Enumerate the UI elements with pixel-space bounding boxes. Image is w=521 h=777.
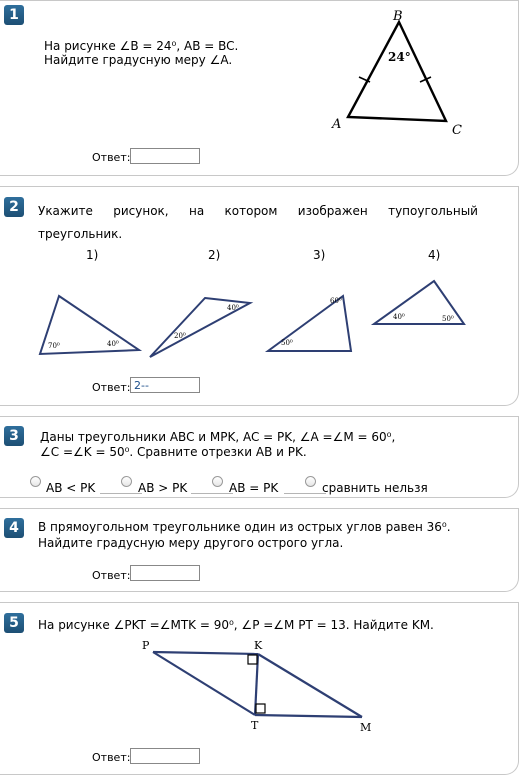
answer-input[interactable]: 2--	[130, 377, 200, 393]
divider	[100, 493, 142, 494]
answer-label: Ответ:	[92, 751, 131, 764]
answer-input[interactable]	[130, 148, 200, 164]
vertex-label-a: A	[332, 117, 342, 132]
radio-label-2: AB > PK	[138, 481, 188, 495]
radio-option-4[interactable]	[305, 476, 316, 487]
question-text: На рисунке ∠B = 24⁰, AB = BC.	[44, 39, 239, 53]
svg-text:50⁰: 50⁰	[442, 315, 454, 323]
question-text-line1: Укажите рисунок, на котором изображен тупоугольный	[38, 204, 478, 218]
answer-label: Ответ:	[92, 381, 131, 394]
question-text: Найдите градусную меру другого острого угла.	[38, 536, 344, 550]
vertex-label-c: C	[452, 123, 462, 138]
radio-option-3[interactable]	[212, 476, 223, 487]
svg-text:70⁰: 70⁰	[48, 342, 60, 350]
svg-text:40⁰: 40⁰	[393, 313, 405, 321]
svg-text:60⁰: 60⁰	[330, 297, 342, 305]
svg-text:40⁰: 40⁰	[227, 304, 239, 312]
radio-option-2[interactable]	[121, 476, 132, 487]
radio-label-4: сравнить нельзя	[322, 481, 428, 495]
radio-label-1: AB < PK	[46, 481, 96, 495]
answer-label: Ответ:	[92, 151, 131, 164]
svg-text:20⁰: 20⁰	[174, 332, 186, 340]
answer-label: Ответ:	[92, 569, 131, 582]
parallelogram-figure	[0, 633, 519, 763]
question-text: треугольник.	[38, 227, 123, 241]
triangle-options-figure	[0, 269, 519, 369]
question-number-badge: 4	[4, 518, 24, 538]
answer-input[interactable]	[130, 748, 200, 764]
question-number-badge: 2	[4, 197, 24, 217]
question-number-badge: 3	[4, 426, 24, 446]
question-text: ∠C =∠K = 50⁰. Сравните отрезки AB и PK.	[40, 445, 307, 459]
question-card-2	[0, 186, 519, 406]
svg-text:50⁰: 50⁰	[281, 339, 293, 347]
question-text: На рисунке ∠PKT =∠MTK = 90⁰, ∠P =∠M PT = 13. Найдите KM.	[38, 618, 434, 632]
option-label-4: 4)	[428, 248, 441, 262]
vertex-label-p: P	[142, 639, 150, 652]
svg-text:40⁰: 40⁰	[107, 340, 119, 348]
option-label-2: 2)	[208, 248, 221, 262]
option-label-1: 1)	[86, 248, 99, 262]
divider	[191, 493, 233, 494]
vertex-label-b: B	[393, 9, 403, 24]
question-card-4	[0, 508, 519, 592]
option-label-3: 3)	[313, 248, 326, 262]
question-card-5	[0, 602, 519, 775]
triangle-figure	[320, 3, 480, 143]
question-text: Найдите градусную меру ∠A.	[44, 53, 233, 67]
question-number-badge: 1	[4, 5, 24, 25]
question-card-3	[0, 416, 519, 498]
question-text: В прямоугольном треугольнике один из острых углов равен 36⁰.	[38, 520, 451, 534]
answer-input[interactable]	[130, 565, 200, 581]
divider	[284, 493, 326, 494]
radio-label-3: AB = PK	[229, 481, 279, 495]
vertex-label-k: K	[254, 639, 263, 652]
angle-label: 24°	[388, 50, 411, 64]
question-text: Даны треугольники ABC и MPK, AC = PK, ∠A =∠M = 60⁰,	[40, 430, 396, 444]
vertex-label-t: T	[251, 719, 259, 732]
vertex-label-m: M	[360, 721, 372, 734]
question-number-badge: 5	[4, 613, 24, 633]
radio-option-1[interactable]	[30, 476, 41, 487]
question-card-1	[0, 0, 519, 176]
